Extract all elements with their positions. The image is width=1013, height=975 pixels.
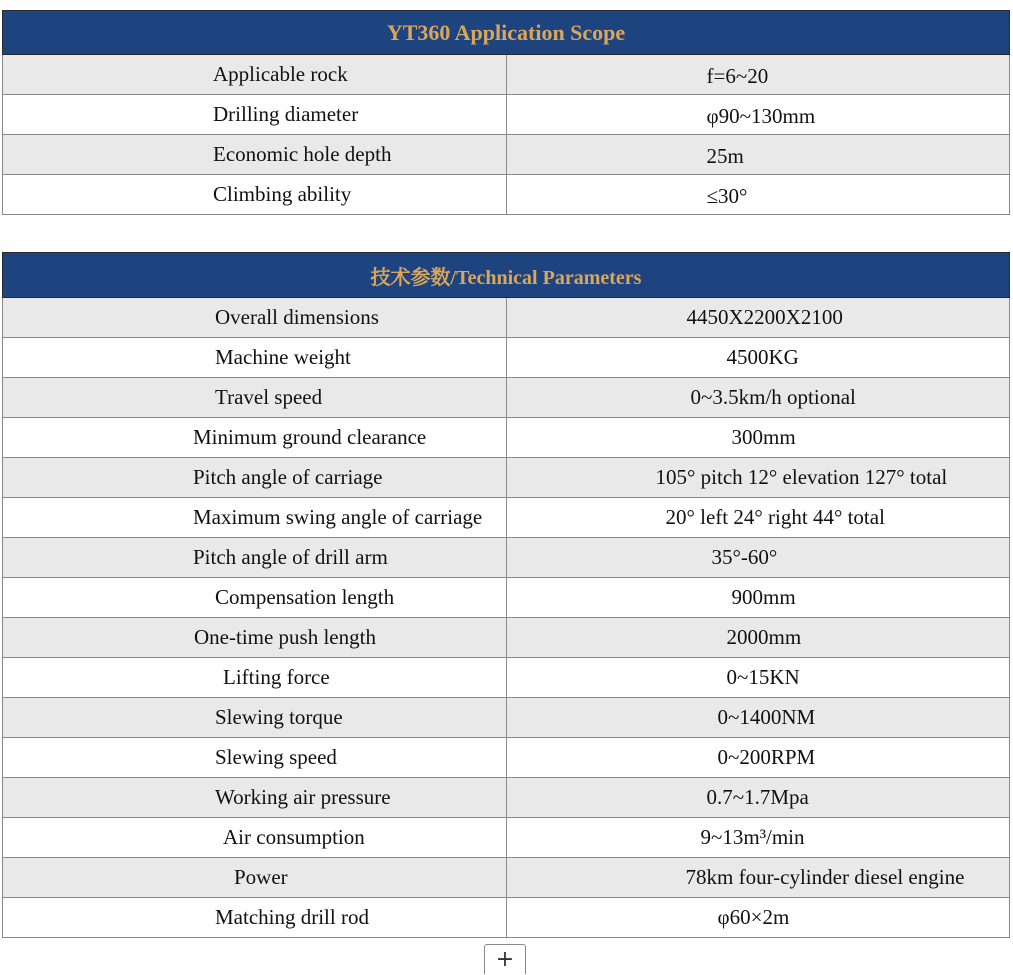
row-value: 900mm — [506, 578, 1010, 618]
row-value: 2000mm — [506, 618, 1010, 658]
plus-icon: + — [495, 947, 515, 972]
row-value: φ90~130mm — [506, 95, 1010, 135]
row-value: 0.7~1.7Mpa — [506, 778, 1010, 818]
table-row — [3, 458, 1010, 498]
table-row — [3, 95, 1010, 135]
row-value: 105° pitch 12° elevation 127° total — [506, 458, 1010, 498]
table-row — [3, 378, 1010, 418]
row-value: 4500KG — [506, 338, 1010, 378]
table-row — [3, 338, 1010, 378]
row-value: 0~15KN — [506, 658, 1010, 698]
row-label: Economic hole depth — [3, 135, 507, 175]
table-row — [3, 538, 1010, 578]
row-value: 9~13m³/min — [506, 818, 1010, 858]
row-label: Travel speed — [3, 378, 507, 418]
table-row — [3, 738, 1010, 778]
table-row — [3, 698, 1010, 738]
table-row — [3, 298, 1010, 338]
row-label: Pitch angle of carriage — [3, 458, 507, 498]
row-value: φ60×2m — [506, 898, 1010, 938]
expand-button[interactable] — [484, 944, 526, 974]
row-value: ≤30° — [506, 175, 1010, 215]
row-value: 35°-60° — [506, 538, 1010, 578]
row-value: 0~3.5km/h optional — [506, 378, 1010, 418]
table-row — [3, 418, 1010, 458]
table-row — [3, 818, 1010, 858]
row-label: Minimum ground clearance — [3, 418, 507, 458]
table-row — [3, 175, 1010, 215]
row-label: Drilling diameter — [3, 95, 507, 135]
params-table-title: 技术参数/Technical Parameters — [3, 253, 1010, 298]
row-label: Working air pressure — [3, 778, 507, 818]
row-value: 0~200RPM — [506, 738, 1010, 778]
table-row — [3, 135, 1010, 175]
row-label: Air consumption — [3, 818, 507, 858]
table-row — [3, 578, 1010, 618]
table-row — [3, 658, 1010, 698]
row-label: Slewing speed — [3, 738, 507, 778]
application-scope-table — [2, 10, 1010, 215]
row-value: 78km four-cylinder diesel engine — [506, 858, 1010, 898]
row-value: 25m — [506, 135, 1010, 175]
row-label: Lifting force — [3, 658, 507, 698]
row-label: Pitch angle of drill arm — [3, 538, 507, 578]
row-label: Climbing ability — [3, 175, 507, 215]
scope-table-title: YT360 Application Scope — [3, 11, 1010, 55]
row-label: Overall dimensions — [3, 298, 507, 338]
row-value: 300mm — [506, 418, 1010, 458]
row-label: Machine weight — [3, 338, 507, 378]
row-value: 4450X2200X2100 — [506, 298, 1010, 338]
row-label: Power — [3, 858, 507, 898]
table-row — [3, 778, 1010, 818]
table-row — [3, 898, 1010, 938]
row-value: 0~1400NM — [506, 698, 1010, 738]
row-label: Maximum swing angle of carriage — [3, 498, 507, 538]
table-row — [3, 498, 1010, 538]
row-label: Slewing torque — [3, 698, 507, 738]
table-row — [3, 618, 1010, 658]
row-label: Applicable rock — [3, 55, 507, 95]
row-label: Compensation length — [3, 578, 507, 618]
table-row — [3, 858, 1010, 898]
row-label: Matching drill rod — [3, 898, 507, 938]
row-value: 20° left 24° right 44° total — [506, 498, 1010, 538]
table-row — [3, 55, 1010, 95]
row-label: One-time push length — [3, 618, 507, 658]
technical-parameters-table — [2, 252, 1010, 938]
row-value: f=6~20 — [506, 55, 1010, 95]
